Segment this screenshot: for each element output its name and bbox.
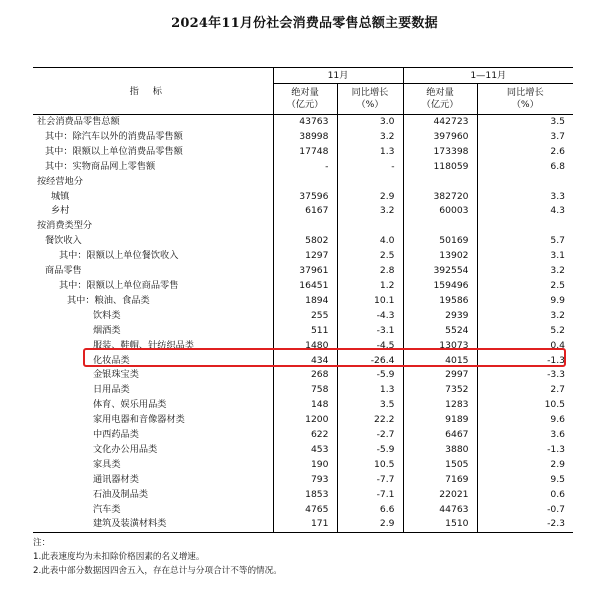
row-abs-nov: 1853	[273, 488, 337, 503]
note-2: 2.此表中部分数据因四舍五入，存在总计与分项合计不等的情况。	[33, 566, 282, 576]
row-growth-jan-nov: -1.3	[477, 354, 573, 369]
row-abs-nov: 793	[273, 473, 337, 488]
row-growth-jan-nov: 3.2	[477, 264, 573, 279]
row-growth-nov: -7.1	[337, 488, 403, 503]
row-growth-jan-nov: 2.5	[477, 279, 573, 294]
table-row	[33, 294, 573, 309]
period-nov-header: 11月	[273, 68, 403, 84]
row-abs-jan-nov: 7352	[403, 383, 477, 398]
table-row	[33, 443, 573, 458]
row-growth-nov: 2.5	[337, 249, 403, 264]
retail-data-table	[33, 67, 573, 533]
row-growth-jan-nov: 9.5	[477, 473, 573, 488]
row-abs-nov: 758	[273, 383, 337, 398]
table-row	[33, 234, 573, 249]
row-abs-nov: 171	[273, 517, 337, 532]
row-label: 烟酒类	[93, 324, 121, 336]
row-label: 城镇	[51, 190, 70, 202]
row-growth-nov: -4.3	[337, 309, 403, 324]
row-abs-nov: 5802	[273, 234, 337, 249]
row-abs-jan-nov: 1505	[403, 458, 477, 473]
note-1: 1.此表速度均为未扣除价格因素的名义增速。	[33, 552, 205, 562]
row-abs-nov: 37961	[273, 264, 337, 279]
table-row	[33, 398, 573, 413]
row-label: 汽车类	[93, 503, 121, 515]
row-growth-nov: 4.0	[337, 234, 403, 249]
row-abs-nov: 268	[273, 368, 337, 383]
row-abs-jan-nov: 159496	[403, 279, 477, 294]
row-growth-nov: -5.9	[337, 443, 403, 458]
row-abs-nov: 17748	[273, 145, 337, 160]
table-row	[33, 458, 573, 473]
row-label: 石油及制品类	[93, 488, 149, 500]
highlight-box	[83, 348, 566, 367]
table-row	[33, 204, 573, 219]
table-row	[33, 145, 573, 160]
row-growth-nov: 3.2	[337, 204, 403, 219]
row-label: 其中：实物商品网上零售额	[45, 160, 156, 172]
row-abs-jan-nov: 13073	[403, 339, 477, 354]
table-row	[33, 190, 573, 205]
row-abs-nov: 43763	[273, 115, 337, 130]
row-label: 其中：限额以上单位餐饮收入	[59, 250, 179, 262]
row-abs-nov: 1480	[273, 339, 337, 354]
row-abs-nov: 511	[273, 324, 337, 339]
row-label: 其中：限额以上单位商品零售	[59, 279, 179, 291]
row-abs-jan-nov: 60003	[403, 204, 477, 219]
abs-header-2: 绝对量 （亿元）	[403, 84, 477, 115]
row-growth-jan-nov: 5.2	[477, 324, 573, 339]
row-growth-jan-nov: 2.7	[477, 383, 573, 398]
row-label: 按消费类型分	[37, 220, 93, 232]
row-abs-nov: 16451	[273, 279, 337, 294]
growth-header-1: 同比增长 （%）	[337, 84, 403, 115]
row-growth-nov: 3.0	[337, 115, 403, 130]
table-row	[33, 279, 573, 294]
row-growth-nov: 1.3	[337, 383, 403, 398]
table-row	[33, 324, 573, 339]
row-abs-nov: 1297	[273, 249, 337, 264]
row-growth-jan-nov: 3.2	[477, 309, 573, 324]
row-growth-nov: 1.3	[337, 145, 403, 160]
row-abs-jan-nov	[403, 219, 477, 234]
row-label: 商品零售	[45, 265, 82, 277]
row-label: 社会消费品零售总额	[37, 116, 120, 127]
row-growth-jan-nov: 9.9	[477, 294, 573, 309]
row-abs-jan-nov: 118059	[403, 160, 477, 175]
row-growth-nov: 2.8	[337, 264, 403, 279]
row-label: 其中：除汽车以外的消费品零售额	[45, 130, 183, 142]
row-label: 乡村	[51, 205, 70, 217]
row-growth-jan-nov	[477, 219, 573, 234]
row-growth-nov: -4.5	[337, 339, 403, 354]
row-growth-nov	[337, 175, 403, 190]
row-growth-jan-nov: 0.6	[477, 488, 573, 503]
growth-header-2: 同比增长 （%）	[477, 84, 573, 115]
row-abs-jan-nov: 397960	[403, 130, 477, 145]
row-growth-jan-nov: 2.6	[477, 145, 573, 160]
row-growth-nov: -7.7	[337, 473, 403, 488]
indicator-header: 指标	[33, 68, 273, 115]
row-growth-jan-nov: -2.3	[477, 517, 573, 532]
table-row	[33, 309, 573, 324]
table-row	[33, 488, 573, 503]
row-growth-nov: 6.6	[337, 503, 403, 518]
table-row	[33, 130, 573, 145]
row-growth-jan-nov: 3.6	[477, 428, 573, 443]
row-label: 按经营地分	[37, 175, 83, 187]
row-label: 通讯器材类	[93, 473, 139, 485]
row-abs-jan-nov: 382720	[403, 190, 477, 205]
row-abs-nov: 6167	[273, 204, 337, 219]
table-row	[33, 160, 573, 175]
row-label: 家用电器和音像器材类	[93, 414, 185, 426]
row-abs-nov: 434	[273, 354, 337, 369]
row-abs-jan-nov: 4015	[403, 354, 477, 369]
row-abs-jan-nov: 2939	[403, 309, 477, 324]
row-growth-nov	[337, 219, 403, 234]
row-growth-nov: 22.2	[337, 413, 403, 428]
row-abs-nov	[273, 175, 337, 190]
abs-header-1: 绝对量 （亿元）	[273, 84, 337, 115]
row-growth-nov: -	[337, 160, 403, 175]
table-row	[33, 473, 573, 488]
table-row	[33, 264, 573, 279]
table-row	[33, 413, 573, 428]
row-abs-nov: 190	[273, 458, 337, 473]
row-label: 日用品类	[93, 384, 130, 396]
row-growth-nov: -2.7	[337, 428, 403, 443]
row-abs-jan-nov: 6467	[403, 428, 477, 443]
row-growth-jan-nov: 10.5	[477, 398, 573, 413]
row-growth-nov: -5.9	[337, 368, 403, 383]
notes-heading: 注：	[33, 538, 51, 548]
table-row	[33, 249, 573, 264]
row-abs-nov: 1200	[273, 413, 337, 428]
row-label: 金银珠宝类	[93, 369, 139, 381]
row-abs-nov: 255	[273, 309, 337, 324]
row-growth-jan-nov: 9.6	[477, 413, 573, 428]
row-growth-nov: 10.5	[337, 458, 403, 473]
row-abs-nov: 622	[273, 428, 337, 443]
page-title: 2024年11月份社会消费品零售总额主要数据	[171, 16, 438, 31]
table-row	[33, 428, 573, 443]
row-label: 家具类	[93, 458, 121, 470]
row-label: 服装、鞋帽、针纺织品类	[93, 339, 195, 351]
row-label: 建筑及装潢材料类	[33, 517, 273, 532]
row-growth-jan-nov: 0.4	[477, 339, 573, 354]
row-abs-jan-nov: 3880	[403, 443, 477, 458]
row-label: 其中：限额以上单位消费品零售额	[45, 145, 183, 157]
row-label: 化妆品类	[93, 354, 130, 366]
row-growth-jan-nov: 3.1	[477, 249, 573, 264]
row-abs-nov: 453	[273, 443, 337, 458]
row-abs-jan-nov: 2997	[403, 368, 477, 383]
row-abs-nov: 4765	[273, 503, 337, 518]
period-jan-nov-header: 1—11月	[403, 68, 573, 84]
table-row	[33, 219, 573, 234]
row-abs-jan-nov: 13902	[403, 249, 477, 264]
row-abs-jan-nov: 173398	[403, 145, 477, 160]
row-growth-jan-nov: -1.3	[477, 443, 573, 458]
row-growth-jan-nov: 3.3	[477, 190, 573, 205]
row-label: 中西药品类	[93, 429, 139, 441]
row-abs-nov: 1894	[273, 294, 337, 309]
row-growth-jan-nov: 4.3	[477, 204, 573, 219]
row-abs-jan-nov: 22021	[403, 488, 477, 503]
row-abs-nov: -	[273, 160, 337, 175]
row-abs-jan-nov: 44763	[403, 503, 477, 518]
table-body	[33, 115, 573, 533]
row-growth-nov: 1.2	[337, 279, 403, 294]
table-row	[33, 383, 573, 398]
table-notes	[33, 536, 282, 578]
row-abs-jan-nov: 9189	[403, 413, 477, 428]
row-abs-jan-nov: 1510	[403, 517, 477, 532]
row-growth-jan-nov: 2.9	[477, 458, 573, 473]
row-abs-jan-nov: 50169	[403, 234, 477, 249]
row-abs-jan-nov: 7169	[403, 473, 477, 488]
row-growth-jan-nov: -3.3	[477, 368, 573, 383]
row-label: 饮料类	[93, 309, 121, 321]
row-abs-nov	[273, 219, 337, 234]
table-row	[33, 175, 573, 190]
row-abs-nov: 38998	[273, 130, 337, 145]
row-abs-nov: 37596	[273, 190, 337, 205]
row-label: 文化办公用品类	[93, 443, 158, 455]
row-growth-nov: 2.9	[337, 190, 403, 205]
row-growth-jan-nov	[477, 175, 573, 190]
row-abs-nov: 148	[273, 398, 337, 413]
row-label: 其中：粮油、食品类	[67, 294, 150, 306]
row-growth-nov: 2.9	[337, 517, 403, 532]
row-label: 体育、娱乐用品类	[93, 399, 167, 411]
row-growth-jan-nov: -0.7	[477, 503, 573, 518]
table-row	[33, 517, 573, 532]
row-growth-jan-nov: 3.5	[477, 115, 573, 130]
row-abs-jan-nov: 19586	[403, 294, 477, 309]
row-abs-jan-nov: 442723	[403, 115, 477, 130]
table-row	[33, 368, 573, 383]
row-growth-nov: -26.4	[337, 354, 403, 369]
table-row	[33, 503, 573, 518]
row-abs-jan-nov: 5524	[403, 324, 477, 339]
table-row	[33, 115, 573, 130]
row-growth-jan-nov: 3.7	[477, 130, 573, 145]
row-growth-jan-nov: 5.7	[477, 234, 573, 249]
row-abs-jan-nov: 1283	[403, 398, 477, 413]
row-label: 餐饮收入	[45, 235, 82, 247]
row-growth-nov: 3.5	[337, 398, 403, 413]
row-growth-nov: 3.2	[337, 130, 403, 145]
row-growth-jan-nov: 6.8	[477, 160, 573, 175]
row-growth-nov: 10.1	[337, 294, 403, 309]
row-growth-nov: -3.1	[337, 324, 403, 339]
row-abs-jan-nov: 392554	[403, 264, 477, 279]
row-abs-jan-nov	[403, 175, 477, 190]
